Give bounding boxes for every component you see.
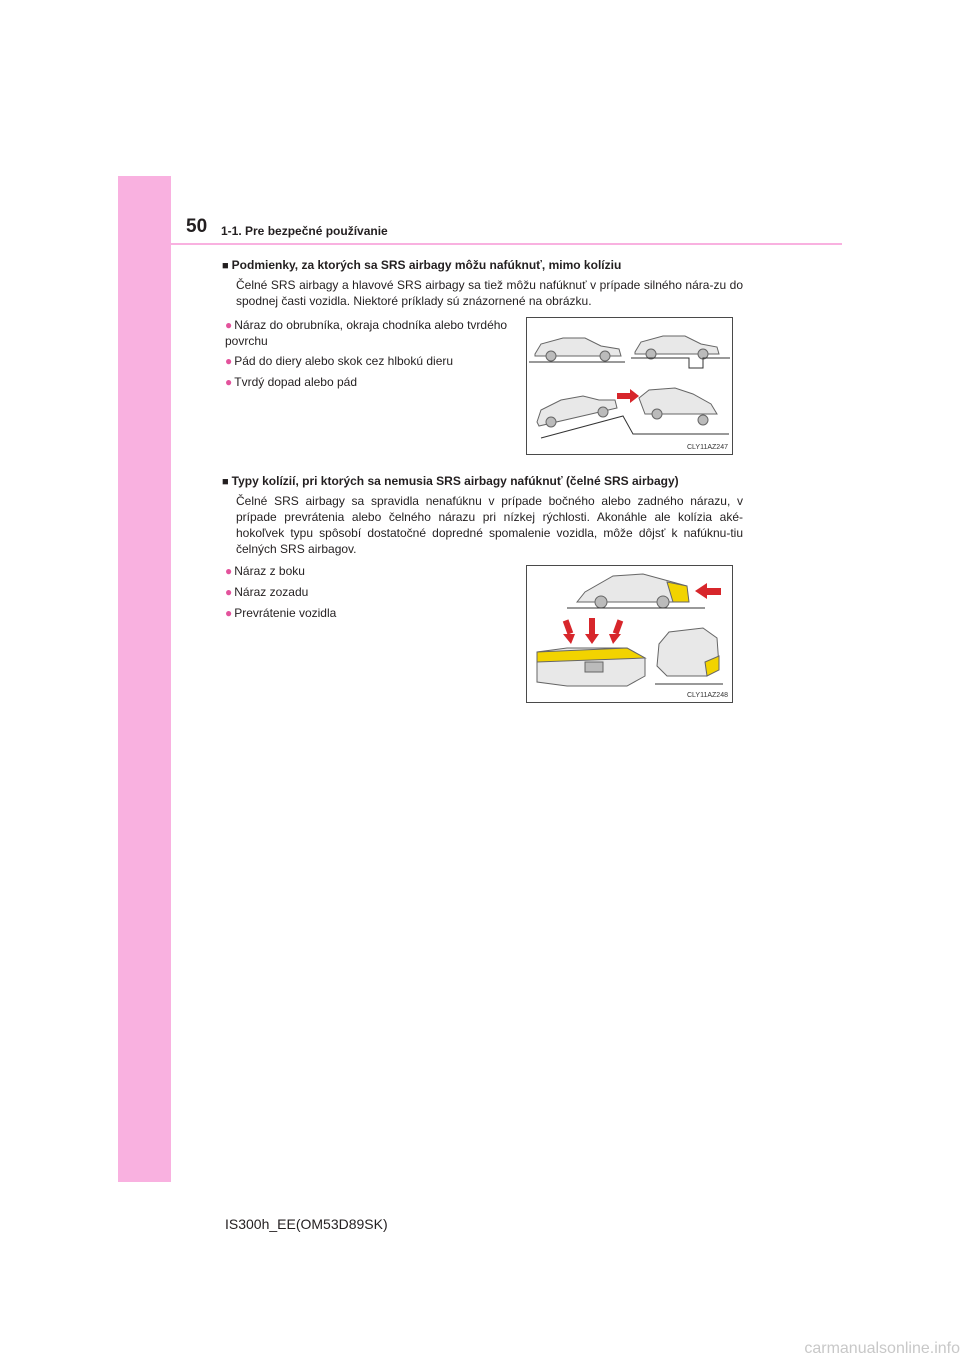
arrow-left-icon [695,583,721,599]
car-slope-icon [537,396,617,427]
car-rear-impact-icon [577,574,689,608]
car-hole-icon [635,336,719,359]
bullet-dot-icon: ● [225,354,233,368]
heading-non-collision-inflation: ■ Podmienky, za ktorých sa SRS airbagy môžu nafúknuť, mimo kolíziu [222,258,622,272]
figure-non-inflation-examples [526,565,733,703]
bullet-dot-icon: ● [225,606,233,620]
figure-code: CLY11AZ248 [687,692,728,699]
paragraph-non-collision: Čelné SRS airbagy a hlavové SRS airbagy sa tiež môžu nafúknuť v prípade silného nára-zu do spodnej časti vozidla. Niektoré príklady sú znázornené na obrázku. [236,278,743,308]
collision-types-illustration [527,566,732,702]
bullet-curb-impact: ● Náraz do obrubníka, okraja chodníka alebo tvrdého povrchu [225,318,508,348]
heading-non-inflation-collisions: ■ Typy kolízií, pri ktorých sa nemusia SRS airbagy nafúknuť (čelné SRS airbagy) [222,474,679,488]
bullet-hard-landing: ● Tvrdý dopad alebo pád [225,375,358,389]
arrow-down-icon [563,618,623,644]
car-rollover-icon [657,628,719,676]
car-landing-icon [639,388,717,425]
bullet-dot-icon: ● [225,585,233,599]
paragraph-non-inflation: Čelné SRS airbagy sa spravidla nenafúknu v prípade bočného alebo zadného nárazu, v prípade prevrátenia alebo čelného nárazu pri nízkej rýchlosti. Akonáhle ale kolízia aké-hokoľvek typu spôsobí dostatočné dopredné spomalenie vozidla, môže dôjsť k nafúknu-tiu čelných SRS airbagov. [236,494,743,556]
bullet-dot-icon: ● [225,318,233,332]
watermark: carmanualsonline.info [804,1340,960,1357]
header-rule [171,243,842,245]
arrow-right-icon [617,389,639,403]
bullet-rollover: ● Prevrátenie vozidla [225,606,337,620]
figure-code: CLY11AZ247 [687,444,728,451]
square-bullet-icon: ■ [222,260,229,272]
car-curb-icon [535,338,621,361]
car-side-impact-icon [537,648,645,686]
car-impact-illustration [527,318,732,454]
square-bullet-icon: ■ [222,476,229,488]
page-number: 50 [186,216,208,237]
bullet-dot-icon: ● [225,375,233,389]
figure-non-collision-examples [526,317,733,455]
bullet-hole-drop: ● Pád do diery alebo skok cez hlbokú dieru [225,354,454,368]
bullet-rear-impact: ● Náraz zozadu [225,585,309,599]
bullet-side-impact: ● Náraz z boku [225,564,305,578]
sidebar-tab [118,176,171,1182]
section-title: 1-1. Pre bezpečné používanie [221,224,388,238]
document-code: IS300h_EE(OM53D89SK) [225,1216,388,1232]
bullet-dot-icon: ● [225,564,233,578]
